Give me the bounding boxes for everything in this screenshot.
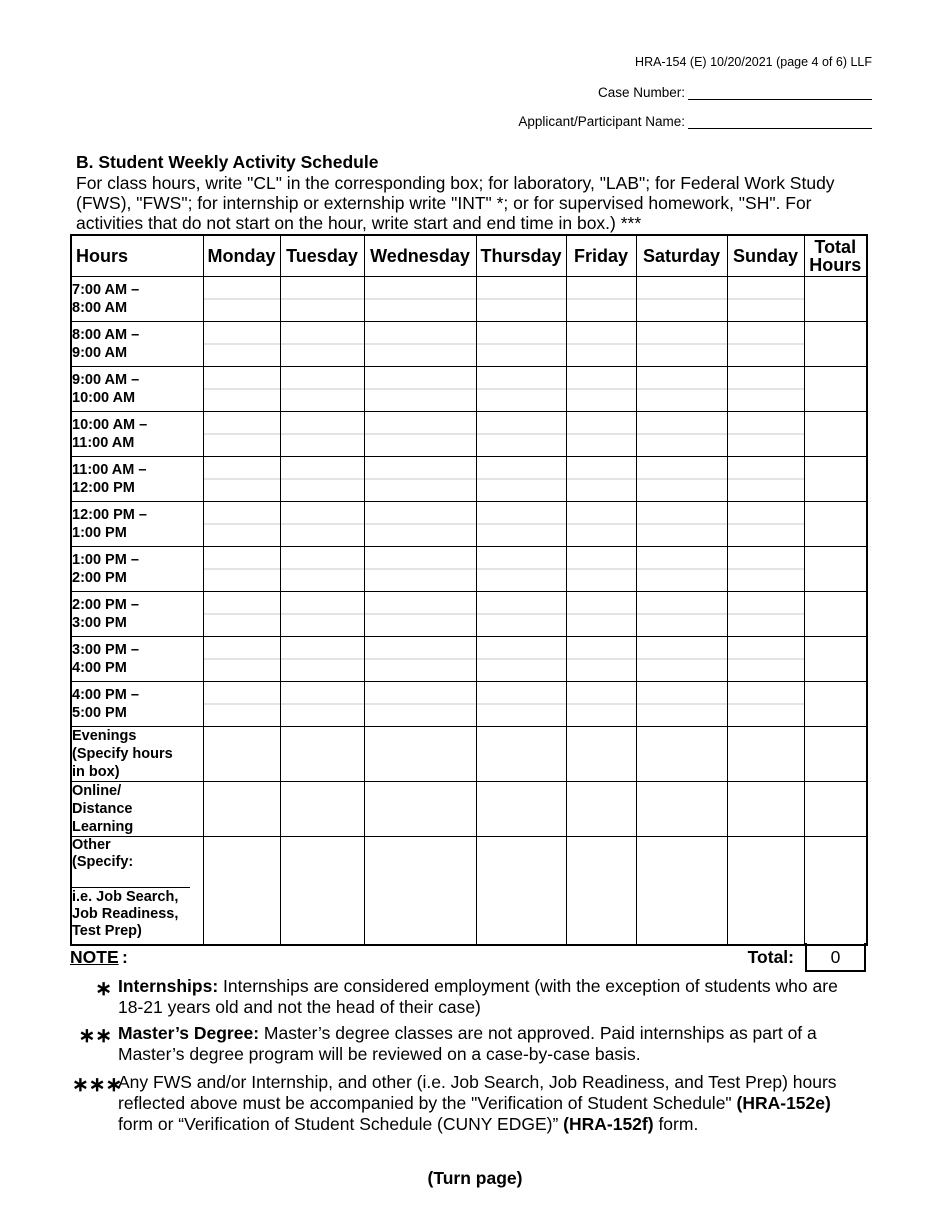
hour-tuesday-cell[interactable]: [280, 367, 364, 412]
evenings-saturday-cell[interactable]: [636, 727, 727, 782]
footnote-verification-mid: form or “Verification of Student Schedule (CUNY EDGE)”: [118, 1114, 564, 1134]
hour-sunday-cell[interactable]: [727, 367, 804, 412]
hour-total-cell[interactable]: [804, 322, 867, 367]
hour-friday-cell[interactable]: [566, 412, 636, 457]
evenings-thursday-cell[interactable]: [476, 727, 566, 782]
other-specify-line[interactable]: [72, 871, 190, 888]
hour-label-end: 10:00 AM: [72, 390, 136, 406]
form-id: HRA-154 (E) 10/20/2021 (page 4 of 6) LLF: [635, 55, 872, 69]
hour-saturday-cell[interactable]: [636, 367, 727, 412]
hour-saturday-cell[interactable]: [636, 277, 727, 322]
other-saturday-cell[interactable]: [636, 837, 727, 946]
hour-monday-cell[interactable]: [203, 502, 280, 547]
table-row: [71, 367, 867, 412]
hour-tuesday-cell[interactable]: [280, 277, 364, 322]
footnote-form-hra152e: (HRA-152e): [736, 1093, 831, 1113]
hour-friday-cell[interactable]: [566, 682, 636, 727]
evenings-label-line: Evenings: [72, 728, 137, 744]
online-learning-friday-cell[interactable]: [566, 782, 636, 837]
hour-thursday-cell[interactable]: [476, 682, 566, 727]
footnote-internships-text: Internships are considered employment (with the exception of students who are 18-21 years old and not the head of their case): [118, 976, 838, 1017]
table-row: [71, 502, 867, 547]
section-title: B. Student Weekly Activity Schedule: [76, 152, 379, 172]
table-row: [71, 457, 867, 502]
hour-label: [71, 547, 203, 592]
online-learning-wednesday-cell[interactable]: [364, 782, 476, 837]
hour-saturday-cell[interactable]: [636, 592, 727, 637]
online-learning-sunday-cell[interactable]: [727, 782, 804, 837]
hour-thursday-cell[interactable]: [476, 592, 566, 637]
hour-total-cell[interactable]: [804, 592, 867, 637]
online-learning-saturday-cell[interactable]: [636, 782, 727, 837]
hour-tuesday-cell[interactable]: [280, 547, 364, 592]
other-sunday-cell[interactable]: [727, 837, 804, 946]
hour-monday-cell[interactable]: [203, 412, 280, 457]
other-label-line: (Specify:: [72, 854, 134, 870]
hour-label-start: 10:00 AM –: [72, 417, 148, 433]
hour-tuesday-cell[interactable]: [280, 592, 364, 637]
hour-label: [71, 367, 203, 412]
hour-saturday-cell[interactable]: [636, 682, 727, 727]
header-tuesday: Tuesday: [280, 235, 364, 277]
hour-label: [71, 277, 203, 322]
table-row: [71, 547, 867, 592]
hour-saturday-cell[interactable]: [636, 637, 727, 682]
table-row: [71, 412, 867, 457]
hour-sunday-cell[interactable]: [727, 592, 804, 637]
footnote-marker-1: ∗: [95, 978, 112, 1000]
online-learning-label-line: Learning: [72, 819, 134, 835]
hour-monday-cell[interactable]: [203, 592, 280, 637]
hour-label-end: 2:00 PM: [72, 570, 127, 586]
other-label-line: Test Prep): [72, 923, 142, 939]
hour-monday-cell[interactable]: [203, 457, 280, 502]
hour-total-cell[interactable]: [804, 682, 867, 727]
hour-label-end: 5:00 PM: [72, 705, 127, 721]
other-total-cell[interactable]: [804, 837, 867, 946]
hour-saturday-cell[interactable]: [636, 457, 727, 502]
hour-thursday-cell[interactable]: [476, 547, 566, 592]
applicant-name-input-line[interactable]: [688, 114, 872, 129]
evenings-monday-cell[interactable]: [203, 727, 280, 782]
other-row: [71, 837, 867, 946]
hour-label: [71, 457, 203, 502]
hour-label-start: 11:00 AM –: [72, 462, 147, 478]
hour-tuesday-cell[interactable]: [280, 637, 364, 682]
hour-tuesday-cell[interactable]: [280, 412, 364, 457]
hour-friday-cell[interactable]: [566, 322, 636, 367]
hour-saturday-cell[interactable]: [636, 322, 727, 367]
hour-friday-cell[interactable]: [566, 277, 636, 322]
footnote-marker-2: ∗∗: [78, 1025, 112, 1047]
evenings-total-cell[interactable]: [804, 727, 867, 782]
table-header-row: [71, 235, 867, 277]
online-learning-thursday-cell[interactable]: [476, 782, 566, 837]
header-total-line2: Hours: [809, 255, 862, 275]
footnote-marker-3: ∗∗∗: [72, 1074, 123, 1096]
table-row: [71, 322, 867, 367]
other-label-line: Job Readiness,: [72, 906, 179, 922]
turn-page-label: (Turn page): [427, 1168, 523, 1188]
footnote-form-hra152f: (HRA-152f): [563, 1114, 654, 1134]
hour-tuesday-cell[interactable]: [280, 322, 364, 367]
hour-sunday-cell[interactable]: [727, 547, 804, 592]
total-label: Total:: [747, 947, 794, 967]
hour-label-end: 12:00 PM: [72, 480, 135, 496]
hour-label-start: 1:00 PM –: [72, 552, 139, 568]
hour-thursday-cell[interactable]: [476, 412, 566, 457]
online-learning-total-cell[interactable]: [804, 782, 867, 837]
hour-label-end: 1:00 PM: [72, 525, 127, 541]
hour-monday-cell[interactable]: [203, 547, 280, 592]
weekly-schedule-table: [70, 234, 868, 946]
hour-label-end: 11:00 AM: [72, 435, 135, 451]
hour-thursday-cell[interactable]: [476, 502, 566, 547]
hour-saturday-cell[interactable]: [636, 412, 727, 457]
hour-sunday-cell[interactable]: [727, 277, 804, 322]
footnote-internships-title: Internships:: [118, 976, 219, 996]
hour-friday-cell[interactable]: [566, 502, 636, 547]
hour-label-end: 4:00 PM: [72, 660, 127, 676]
hour-tuesday-cell[interactable]: [280, 457, 364, 502]
footnote-verification-pre: Any FWS and/or Internship, and other (i.e. Job Search, Job Readiness, and Test Prep) hours reflected above must be accompanied by the "Verification of Student Schedule": [118, 1072, 837, 1113]
hour-wednesday-cell[interactable]: [364, 322, 476, 367]
other-thursday-cell[interactable]: [476, 837, 566, 946]
footnote-internships: [118, 976, 858, 1018]
evenings-sunday-cell[interactable]: [727, 727, 804, 782]
hour-thursday-cell[interactable]: [476, 457, 566, 502]
instructions-text: For class hours, write "CL" in the corresponding box; for laboratory, "LAB"; for Federal Work Study (FWS), "FWS"; for internship or externship write "INT" *; or for supervised homework, "SH". For activities that do not start on the hour, write start and end time in box.) ***: [76, 173, 835, 233]
header-friday: Friday: [566, 235, 636, 277]
other-label: [71, 837, 203, 946]
header-wednesday: Wednesday: [364, 235, 476, 277]
hour-friday-cell[interactable]: [566, 637, 636, 682]
hour-wednesday-cell[interactable]: [364, 547, 476, 592]
footnote-masters-title: Master’s Degree:: [118, 1023, 260, 1043]
hour-sunday-cell[interactable]: [727, 682, 804, 727]
other-label-line: i.e. Job Search,: [72, 889, 179, 905]
footnote-masters-text: Master’s degree classes are not approved. Paid internships as part of a Master’s degree program will be reviewed on a case-by-case basis.: [118, 1023, 817, 1064]
evenings-row: [71, 727, 867, 782]
evenings-friday-cell[interactable]: [566, 727, 636, 782]
evenings-label: [71, 727, 203, 782]
hour-wednesday-cell[interactable]: [364, 412, 476, 457]
hour-label-start: 2:00 PM –: [72, 597, 139, 613]
hour-friday-cell[interactable]: [566, 367, 636, 412]
table-row: [71, 682, 867, 727]
hour-label-start: 4:00 PM –: [72, 687, 139, 703]
table-row: [71, 637, 867, 682]
hour-thursday-cell[interactable]: [476, 277, 566, 322]
online-learning-label-line: Distance: [72, 801, 133, 817]
hour-label-start: 3:00 PM –: [72, 642, 139, 658]
case-number-field: [598, 85, 872, 100]
header-thursday: Thursday: [476, 235, 566, 277]
hour-label-start: 9:00 AM –: [72, 372, 140, 388]
evenings-label-line: in box): [72, 764, 120, 780]
footnote-masters: [118, 1023, 858, 1065]
hour-wednesday-cell[interactable]: [364, 682, 476, 727]
hour-label-start: 12:00 PM –: [72, 507, 147, 523]
hour-sunday-cell[interactable]: [727, 457, 804, 502]
hour-sunday-cell[interactable]: [727, 322, 804, 367]
hour-total-cell[interactable]: [804, 277, 867, 322]
hour-thursday-cell[interactable]: [476, 322, 566, 367]
hour-monday-cell[interactable]: [203, 322, 280, 367]
other-label-line: Other: [72, 837, 111, 853]
note-row: [70, 943, 866, 973]
hour-monday-cell[interactable]: [203, 277, 280, 322]
hour-label: [71, 502, 203, 547]
hour-label: [71, 637, 203, 682]
header-hours: Hours: [71, 235, 203, 277]
footnote-verification: [118, 1072, 858, 1135]
hour-sunday-cell[interactable]: [727, 412, 804, 457]
evenings-label-line: (Specify hours: [72, 746, 173, 762]
hour-friday-cell[interactable]: [566, 547, 636, 592]
evenings-wednesday-cell[interactable]: [364, 727, 476, 782]
hour-monday-cell[interactable]: [203, 682, 280, 727]
note-label: NOTE: [70, 947, 119, 967]
header-saturday: Saturday: [636, 235, 727, 277]
table-row: [71, 277, 867, 322]
hour-label-end: 8:00 AM: [72, 300, 128, 316]
other-monday-cell[interactable]: [203, 837, 280, 946]
hour-wednesday-cell[interactable]: [364, 367, 476, 412]
hour-wednesday-cell[interactable]: [364, 502, 476, 547]
hour-wednesday-cell[interactable]: [364, 592, 476, 637]
applicant-name-label: Applicant/Participant Name:: [518, 114, 685, 129]
hour-total-cell[interactable]: [804, 547, 867, 592]
online-learning-monday-cell[interactable]: [203, 782, 280, 837]
hour-wednesday-cell[interactable]: [364, 637, 476, 682]
hour-label: [71, 592, 203, 637]
hour-monday-cell[interactable]: [203, 367, 280, 412]
hour-tuesday-cell[interactable]: [280, 682, 364, 727]
case-number-label: Case Number:: [597, 85, 685, 100]
hour-total-cell[interactable]: [804, 367, 867, 412]
hour-thursday-cell[interactable]: [476, 367, 566, 412]
hour-sunday-cell[interactable]: [727, 637, 804, 682]
hour-label-end: 3:00 PM: [72, 615, 127, 631]
hour-total-cell[interactable]: [804, 637, 867, 682]
hour-sunday-cell[interactable]: [727, 502, 804, 547]
hour-friday-cell[interactable]: [566, 457, 636, 502]
total-value-box[interactable]: 0: [805, 943, 866, 972]
online-learning-label: [71, 782, 203, 837]
table-row: [71, 592, 867, 637]
online-learning-label-line: Online/: [72, 783, 122, 799]
evenings-tuesday-cell[interactable]: [280, 727, 364, 782]
online-learning-tuesday-cell[interactable]: [280, 782, 364, 837]
hour-total-cell[interactable]: [804, 412, 867, 457]
hour-wednesday-cell[interactable]: [364, 457, 476, 502]
hour-tuesday-cell[interactable]: [280, 502, 364, 547]
hour-total-cell[interactable]: [804, 502, 867, 547]
hour-label-end: 9:00 AM: [72, 345, 128, 361]
hour-friday-cell[interactable]: [566, 592, 636, 637]
other-friday-cell[interactable]: [566, 837, 636, 946]
hour-label-start: 7:00 AM –: [72, 282, 140, 298]
header-monday: Monday: [203, 235, 280, 277]
header-total-hours: [804, 235, 867, 277]
hour-saturday-cell[interactable]: [636, 502, 727, 547]
footnote-verification-post: form.: [653, 1114, 699, 1134]
other-wednesday-cell[interactable]: [364, 837, 476, 946]
case-number-input-line[interactable]: [688, 85, 872, 100]
hour-thursday-cell[interactable]: [476, 637, 566, 682]
hour-wednesday-cell[interactable]: [364, 277, 476, 322]
hour-label: [71, 682, 203, 727]
hour-saturday-cell[interactable]: [636, 547, 727, 592]
hour-total-cell[interactable]: [804, 457, 867, 502]
hour-label: [71, 322, 203, 367]
hour-label: [71, 412, 203, 457]
hour-label-start: 8:00 AM –: [72, 327, 140, 343]
header-total-line1: Total: [814, 237, 857, 257]
applicant-name-field: [518, 114, 872, 129]
header-sunday: Sunday: [727, 235, 804, 277]
online-learning-row: [71, 782, 867, 837]
note-colon: :: [122, 947, 128, 967]
hour-monday-cell[interactable]: [203, 637, 280, 682]
other-tuesday-cell[interactable]: [280, 837, 364, 946]
